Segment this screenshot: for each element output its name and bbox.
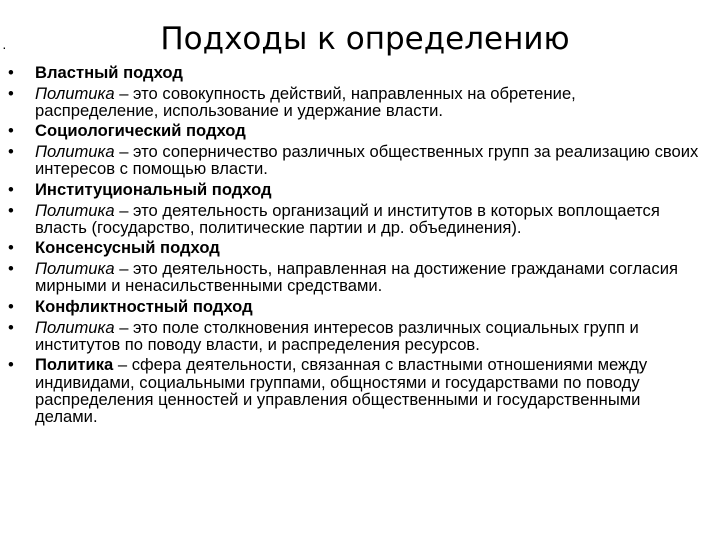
- definition-text: – это деятельность организаций и институтов в которых воплощается власть (государство, политические партии и др. объединения).: [35, 200, 660, 237]
- approach-heading: Властный подход: [35, 63, 183, 82]
- term-politics: Политика: [35, 259, 115, 279]
- term-politics: Политика: [35, 142, 115, 162]
- bullet-icon: •: [8, 142, 14, 162]
- definition-list: [0, 64, 720, 429]
- list-item-institutional-definition: [0, 202, 720, 237]
- bullet-icon: •: [8, 179, 14, 199]
- approach-heading: Социологический подход: [35, 121, 246, 141]
- stray-dot-mark: ·: [2, 39, 7, 55]
- list-item-power-definition: [0, 85, 720, 120]
- definition-text: – сфера деятельности, связанная с властными отношениями между индивидами, социальными группами, общностями и государствами по поводу распределения ценностей и управления общественными и государственными делами.: [35, 355, 648, 427]
- bullet-icon: •: [8, 317, 14, 337]
- list-item-consensus-approach: [0, 239, 720, 256]
- bullet-icon: •: [8, 83, 14, 103]
- list-item-institutional-approach: [0, 181, 720, 198]
- definition-text: – это поле столкновения интересов различных социальных групп и институтов по поводу власти, и распределения ресурсов.: [35, 317, 639, 354]
- term-politics: Политика: [35, 317, 115, 337]
- term-politics: Политика: [35, 83, 115, 103]
- list-item-conflict-definition: [0, 319, 720, 354]
- bullet-icon: •: [8, 121, 14, 141]
- bullet-icon: •: [8, 355, 14, 375]
- bullet-icon: •: [8, 296, 14, 316]
- bullet-icon: •: [8, 259, 14, 279]
- bullet-icon: •: [8, 63, 14, 82]
- approach-heading: Конфликтностный подход: [35, 296, 253, 316]
- term-politics-bold: Политика: [35, 355, 114, 375]
- definition-text: – это деятельность, направленная на достижение гражданами согласия мирными и ненасильственными средствами.: [35, 259, 678, 296]
- list-item-general-definition: [0, 356, 720, 425]
- slide-title: Подходы к определению: [160, 21, 570, 57]
- definition-text: – это совокупность действий, направленных на обретение, распределение, использование и удержание власти.: [35, 83, 576, 120]
- definition-text: – это соперничество различных общественных групп за реализацию своих интересов с помощью власти.: [35, 142, 699, 179]
- approach-heading: Институциональный подход: [35, 179, 272, 199]
- bullet-icon: •: [8, 238, 14, 258]
- list-item-sociological-definition: [0, 143, 720, 178]
- list-item-power-approach: [0, 64, 720, 81]
- list-item-consensus-definition: [0, 260, 720, 295]
- term-politics: Политика: [35, 200, 115, 220]
- list-item-conflict-approach: [0, 298, 720, 315]
- list-item-sociological-approach: [0, 122, 720, 139]
- approach-heading: Консенсусный подход: [35, 238, 220, 258]
- bullet-icon: •: [8, 200, 14, 220]
